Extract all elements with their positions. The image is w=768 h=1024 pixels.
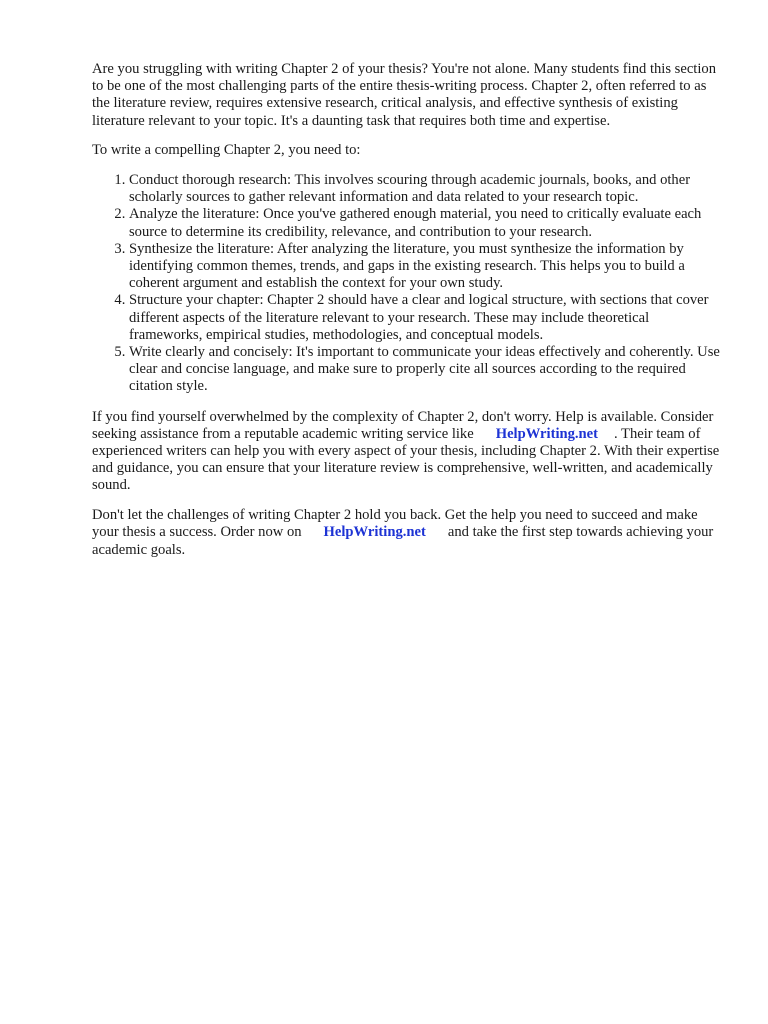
closing-paragraph — [92, 507, 722, 559]
list-item-research: 1. Conduct thorough research: This involves scouring through academic journals, books, and other scholarly sources to gather relevant information and data related to your research topic. — [129, 172, 722, 206]
helpwriting-link-1[interactable]: HelpWriting.net — [495, 425, 599, 442]
intro-paragraph: Are you struggling with writing Chapter 2 of your thesis? You're not alone. Many students find this section to be one of the most challenging parts of the entire thesis-writing process. Chapter 2, often referred to as the literature review, requires extensive research, critical analysis, and effective synthesis of existing literature relevant to your topic. It's a daunting task that requires both time and expertise. — [92, 61, 717, 129]
document-body — [92, 61, 722, 571]
list-item-analyze: 2. Analyze the literature: Once you've gathered enough material, you need to critically evaluate each source to determine its credibility, relevance, and contribution to your research. — [129, 206, 722, 240]
list-item-structure: 4. Structure your chapter: Chapter 2 should have a clear and logical structure, with sections that cover different aspects of the literature relevant to your research. These may include theoretical frameworks, empirical studies, methodologies, and conceptual models. — [129, 292, 722, 344]
helpwriting-link-2[interactable]: HelpWriting.net — [323, 524, 426, 541]
list-item-synthesize: 3. Synthesize the literature: After analyzing the literature, you must synthesize the information by identifying common themes, trends, and gaps in the existing research. This helps you to build a coherent argument and establish the context for your own study. — [129, 241, 722, 293]
list-intro: To write a compelling Chapter 2, you need to: — [92, 142, 361, 159]
list-item-write: 5. Write clearly and concisely: It's important to communicate your ideas effectively and coherently. Use clear and concise language, and make sure to properly cite all sources according to the required citation style. — [129, 344, 722, 396]
closing-paragraph-text-before: Don't let the challenges of writing Chapter 2 hold you back. Get the help you need to succeed and make your thesis a success. Order now on — [92, 507, 698, 541]
help-paragraph-text-after: . Their team of experienced writers can help you with every aspect of your thesis, including Chapter 2. With their expertise and guidance, you can ensure that your literature review is comprehensive, well-written, and academically sound. — [92, 425, 720, 494]
help-paragraph — [92, 409, 722, 495]
help-paragraph-text-before: If you find yourself overwhelmed by the complexity of Chapter 2, don't worry. Help is available. Consider seeking assistance from a reputable academic writing service like — [92, 408, 714, 442]
steps-list — [92, 172, 722, 396]
closing-paragraph-text-after: and take the first step towards achieving your academic goals. — [92, 524, 714, 558]
